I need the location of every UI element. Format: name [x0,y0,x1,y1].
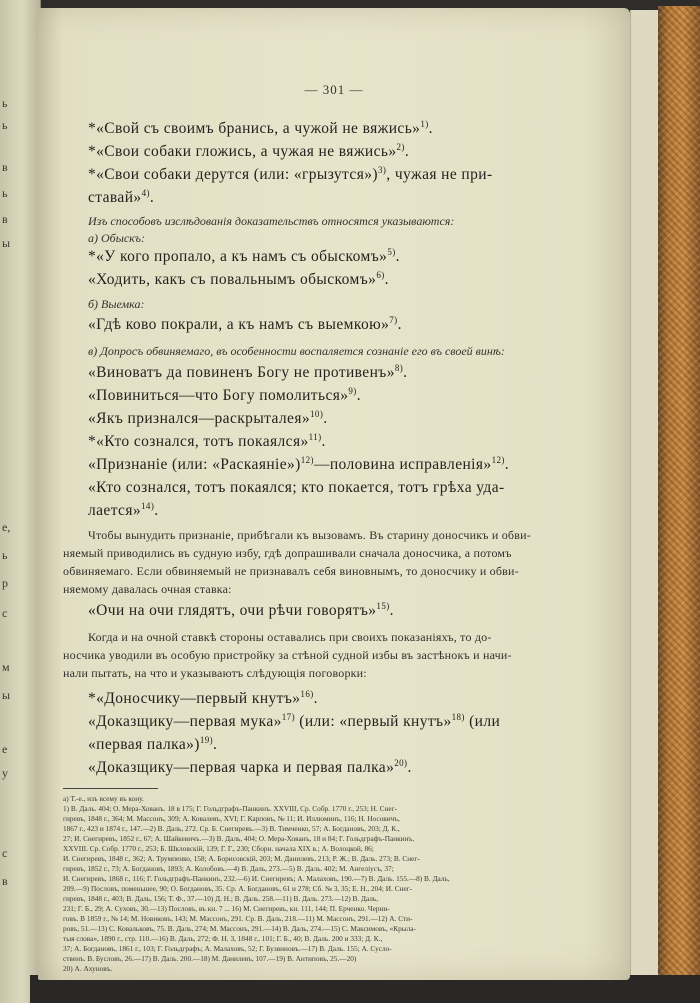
footnote-line: 37; А. Богдановъ, 1861 г., 103; Г. Гольдграфъ; А. Малаховъ, 52; Г. Бузвиновъ.—17) В. Даль. 155; А. Сусло- [63,944,392,953]
page-number: — 301 — [304,82,364,97]
page-stack-edge [630,10,659,985]
proverb-line: «Доказщику—первая чарка и первая палка»$^{20)}$. [88,757,412,776]
footnote-line: ровъ, 51.—13) С. Ковальковъ, 75. В. Даль, 274; М. Массонъ, 291.—14) В. Даль, 274.—15) С. Максимовъ, «Крыла- [63,924,416,933]
footnote-line: И. Снегиревъ, 1868 г., 116; Г. Гольдграфъ-Панкинъ, 232.—6) И. Снегиревъ; А. Малаховъ, 190.—7) В. Даль. 155.—8) В. Даль, [63,874,450,883]
proverb-line: «Гдѣ ково покрали, а къ намъ съ выемкою»$^{7)}$. [88,314,402,333]
proverb-line: *«У кого пропало, а къ намъ съ обыскомъ»$^{5)}$. [88,246,400,265]
proverb-line: «Ходить, какъ съ повальнымъ обыскомъ»$^{6)}$. [88,269,389,288]
proverb-line: *«Свои собаки гложись, а чужая не вяжись»$^{2)}$. [88,141,410,160]
paragraph-line: носчика уводили въ особую пристройку за стѣной судной избы въ застѣнокъ и начи- [63,648,512,662]
left-page-fragment: с [2,606,8,620]
section-heading: а) Обыскъ: [88,231,145,245]
left-page-fragment: у [2,766,8,780]
left-page-edge [0,0,41,1003]
section-intro: Изъ способовъ изслѣдованія доказательствъ относятся указываются: [88,214,455,228]
footnote-rule [63,788,158,789]
proverb-line: *«Свои собаки дерутся (или: «грызутся»)$^{3)}$, чужая не при- [88,164,493,183]
proverb-line: «Доказщику—первая мука»$^{17)}$ (или: «первый кнутъ»$^{18)}$ (или [88,711,501,730]
left-page-fragment: ы [2,688,11,702]
footnote-line: 1867 г., 423 и 1874 г., 147.—2) В. Даль, 272. Ср. Б. Снегиревъ.—3) В. Тимченко, 57; А. Богдановъ, 203; Д. К., [63,824,400,833]
footnote-line: говъ. В 1859 г., № 14; М. Новиковъ, 143; М. Массонъ, 291. Ср. В. Даль, 218.—11) М. Массонъ, 291.—12) А. Сти- [63,914,413,923]
proverb-line: ставай»$^{4)}$. [88,187,155,206]
left-page-fragment: с [2,846,8,860]
left-page-fragment: в [2,212,8,226]
footnote-line: 231; Г. Б., 29; А. Суховъ, 30.—13) Пословъ, въ кн. 7 ... 16) М. Снегиревъ, кн. 111, 144; П. Ерченко. Черни- [63,904,390,913]
left-page-fragment: ь [2,186,8,200]
left-page-fragment: р [2,576,8,590]
left-page-fragment: ь [2,548,8,562]
footnote-line: тыя слова», 1890 г., стр. 110.—16) В. Даль, 272; Ф. Н. 3, 1848 г., 101; Г. Б., 40; В. Даль. 200 и 333; Д. К., [63,934,383,943]
proverb-line: *«Свой съ своимъ бранись, а чужой не вяжись»$^{1)}$. [88,118,433,137]
proverb-line: «Виноватъ да повиненъ Богу не противенъ»$^{8)}$. [88,362,408,381]
paragraph-line: Чтобы вынудить признаніе, прибѣгали къ вызовамъ. Въ старину доносчикъ и обви- [88,528,531,542]
proverb-line: «Повиниться—что Богу помолиться»$^{9)}$. [88,385,361,404]
left-page-fragment: м [2,660,10,674]
footnote-line: гиревъ, 1848 г., 403; В. Даль, 156; Т. Ф., 37.—10) Д. Н.; В. Даль. 258.—11) В. Даль. 273.—12) В. Даль, [63,894,379,903]
proverb-line: *«Доносчику—первый кнутъ»$^{16)}$. [88,688,318,707]
left-page-fragment: ь [2,96,8,110]
paragraph-line: Когда и на очной ставкѣ стороны оставались при своихъ показаніяхъ, то до- [88,630,492,644]
proverb-line: «Якъ признался—раскрыталея»$^{10)}$. [88,408,328,427]
footnote-line: гиревъ, 1852 г., 73; А. Богдановъ, 1893; А. Колобовъ.—4) В. Даль, 273.—5) В. Даль. 402; М. Ангеліусъ, 37; [63,864,394,873]
footnote-line: И. Снегиревъ, 1848 г., 362; А. Трумпенко, 158; А. Борисовскій, 203; М. Данилевъ, 213; Р. Ж.; В. Даль. 273; В. Снег- [63,854,420,863]
paragraph-line: обвиняемаго. Если обвиняемый не признавалъ себя виновнымъ, то доносчику и обви- [63,564,519,578]
book-page [38,8,630,980]
proverb-line: «Признаніе (или: «Раскаяніе»)$^{12)}$—половина исправленія»$^{12)}$. [88,454,510,473]
section-heading: б) Выемка: [88,297,145,311]
footnote-line: 209.—9) Пословъ, поменьшее, 90; О. Богдановъ, 35. Ср. А. Богдановъ, 61 и 278; Сб. № 3, 35; Е. Н., 204; И. Снег- [63,884,413,893]
paragraph-line: няемый приводились въ судную избу, гдѣ допрашивали сначала доносчика, а потомъ [63,546,512,560]
footnote-line: а) Т.-е., изъ всему въ кону. [63,794,144,803]
paragraph-line: няемому давалась очная ставка: [63,582,232,596]
footnote-line: 1) В. Даль. 404; О. Мера-Хованъ. 18 в 175; Г. Гольдграфъ-Панкинъ. XXVIII, Ср. Собр. 1770 г., 253; Н. Снег- [63,804,398,813]
left-page-fragment: е, [2,520,11,534]
left-page-fragment: в [2,160,8,174]
left-page-fragment: е [2,742,8,756]
footnote-line: гиревъ, 1848 г., 364; М. Массонъ, 309; А. Ковалевъ, XVI; Г. Карповъ, № 11; И. Иллюминъ, 116; Н. Носовичъ, [63,814,400,823]
proverb-line: «первая палка»)$^{19)}$. [88,734,218,753]
left-page-fragment: в [2,874,8,888]
footnote-line: 20) А. Ахуновъ. [63,964,113,973]
left-page-fragment: ы [2,236,11,250]
proverb-line: *«Кто сознался, тотъ покаялся»$^{11)}$. [88,431,326,450]
footnote-line: 27; И. Снегиревъ, 1852 г., 67; А. Шайкевичъ.—3) В. Даль, 404; О. Мера-Хованъ, 18 и 84; Г. Гольдграфъ-Панкинъ, [63,834,415,843]
proverb-line: «Очи на очи глядятъ, очи рѣчи говорятъ»$^{15)}$. [88,600,394,619]
proverb-line: лается»$^{14)}$. [88,500,159,519]
section-heading: в) Допросъ обвиняемаго, въ особенности воспаляется сознаніе его въ своей винѣ: [88,344,505,358]
footnote-line: ственъ. В. Бусловъ, 26.—17) В. Даль. 200.—18) М. Данилевъ, 107.—19) В. Антиповъ, 25.—20) [63,954,357,963]
paragraph-line: нали пытать, на что и указываютъ слѣдующія поговорки: [63,666,367,680]
footnote-line: XXVIII. Ср. Собр. 1770 г., 253; Б. Шкловскій, 139; Г. Г., 230; Сборн. начала XIX в.; А. Волоцкой, 86; [63,844,374,853]
proverb-line: «Кто сознался, тотъ покаялся; кто покается, тотъ грѣха уда- [88,479,505,496]
book-cover [658,6,700,986]
left-page-fragment: ь [2,118,8,132]
